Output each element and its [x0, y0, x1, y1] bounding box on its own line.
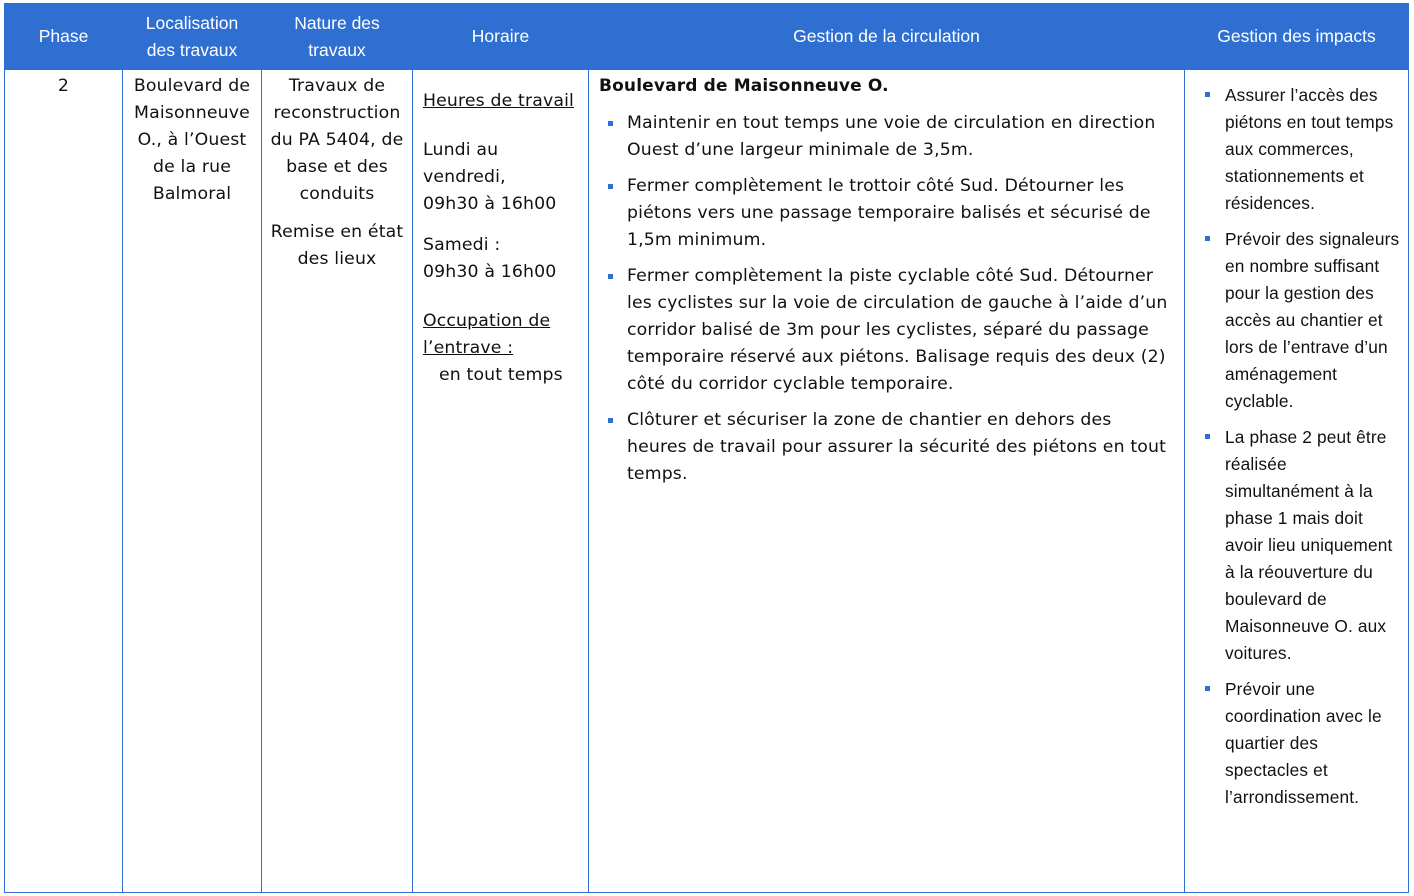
- list-item: [1199, 424, 1400, 667]
- weekday-label: Lundi au vendredi,: [423, 140, 506, 187]
- weekday-time: 09h30 à 16h00: [423, 194, 557, 214]
- nature-line-1: Travaux de reconstruction du PA 5404, de base et des conduits: [270, 76, 404, 204]
- list-item: [1199, 82, 1400, 217]
- list-item: [599, 263, 1174, 398]
- bullet-icon: [608, 184, 613, 189]
- table-row: [5, 70, 1409, 893]
- bullet-icon: [1205, 686, 1210, 691]
- list-item-text: La phase 2 peut être réalisée simultanément à la phase 1 mais doit avoir lieu uniquement à la réouverture du boulevard de Maisonneuve O. aux voitures.: [1225, 427, 1393, 663]
- nature-line-2: Remise en état des lieux: [270, 222, 404, 269]
- header-horaire: Horaire: [413, 4, 589, 70]
- cell-phase: [5, 70, 123, 893]
- circulation-list: [599, 110, 1174, 488]
- phase-table: [4, 3, 1409, 893]
- list-item-text: Assurer l’accès des piétons en tout temps aux commerces, stationnements et résidences.: [1225, 85, 1394, 213]
- list-item-text: Maintenir en tout temps une voie de circulation en direction Ouest d’une largeur minimale de 3,5m.: [627, 113, 1156, 160]
- header-phase: Phase: [5, 4, 123, 70]
- cell-horaire: [413, 70, 589, 893]
- list-item-text: Prévoir des signaleurs en nombre suffisant pour la gestion des accès au chantier et lors de l’entrave d’un aménagement cyclable.: [1225, 229, 1400, 411]
- list-item-text: Fermer complètement le trottoir côté Sud. Détourner les piétons vers une passage temporaire balisés et sécurisé de 1,5m minimum.: [627, 176, 1151, 250]
- impacts-list: [1199, 82, 1400, 811]
- table-header-row: [5, 4, 1409, 70]
- localisation-text: Boulevard de Maisonneuve O., à l’Ouest de la rue Balmoral: [133, 76, 251, 204]
- header-nature: Nature des travaux: [262, 4, 413, 70]
- bullet-icon: [608, 274, 613, 279]
- bullet-icon: [608, 121, 613, 126]
- list-item-text: Prévoir une coordination avec le quartier des spectacles et l’arrondissement.: [1225, 679, 1382, 807]
- occupation-value: en tout temps: [439, 365, 563, 385]
- header-gestion-circulation: Gestion de la circulation: [589, 4, 1185, 70]
- list-item: [1199, 676, 1400, 811]
- cell-localisation: [123, 70, 262, 893]
- header-gestion-impacts: Gestion des impacts: [1185, 4, 1409, 70]
- bullet-icon: [1205, 92, 1210, 97]
- header-localisation: Localisation des travaux: [123, 4, 262, 70]
- list-item: [599, 110, 1174, 164]
- phase-number: 2: [57, 76, 70, 96]
- cell-nature: [262, 70, 413, 893]
- bullet-icon: [1205, 236, 1210, 241]
- list-item-text: Clôturer et sécuriser la zone de chantier en dehors des heures de travail pour assurer la sécurité des piétons en tout temps.: [627, 410, 1167, 484]
- saturday-label: Samedi :: [423, 235, 501, 255]
- list-item: [1199, 226, 1400, 415]
- saturday-time: 09h30 à 16h00: [423, 262, 557, 282]
- list-item: [599, 173, 1174, 254]
- gestion-title: Boulevard de Maisonneuve O.: [599, 76, 889, 96]
- cell-gestion-circulation: [589, 70, 1185, 893]
- bullet-icon: [608, 418, 613, 423]
- list-item: [599, 407, 1174, 488]
- bullet-icon: [1205, 434, 1210, 439]
- cell-gestion-impacts: [1185, 70, 1409, 893]
- occupation-label: Occupation de l’entrave :: [423, 311, 551, 358]
- heures-label: Heures de travail: [423, 91, 574, 111]
- list-item-text: Fermer complètement la piste cyclable côté Sud. Détourner les cyclistes sur la voie de circulation de gauche à l’aide d’un corridor balisé de 3m pour les cyclistes, séparé du passage temporaire réservé aux piétons. Balisage requis des deux (2) côté du corridor cyclable temporaire.: [627, 266, 1168, 394]
